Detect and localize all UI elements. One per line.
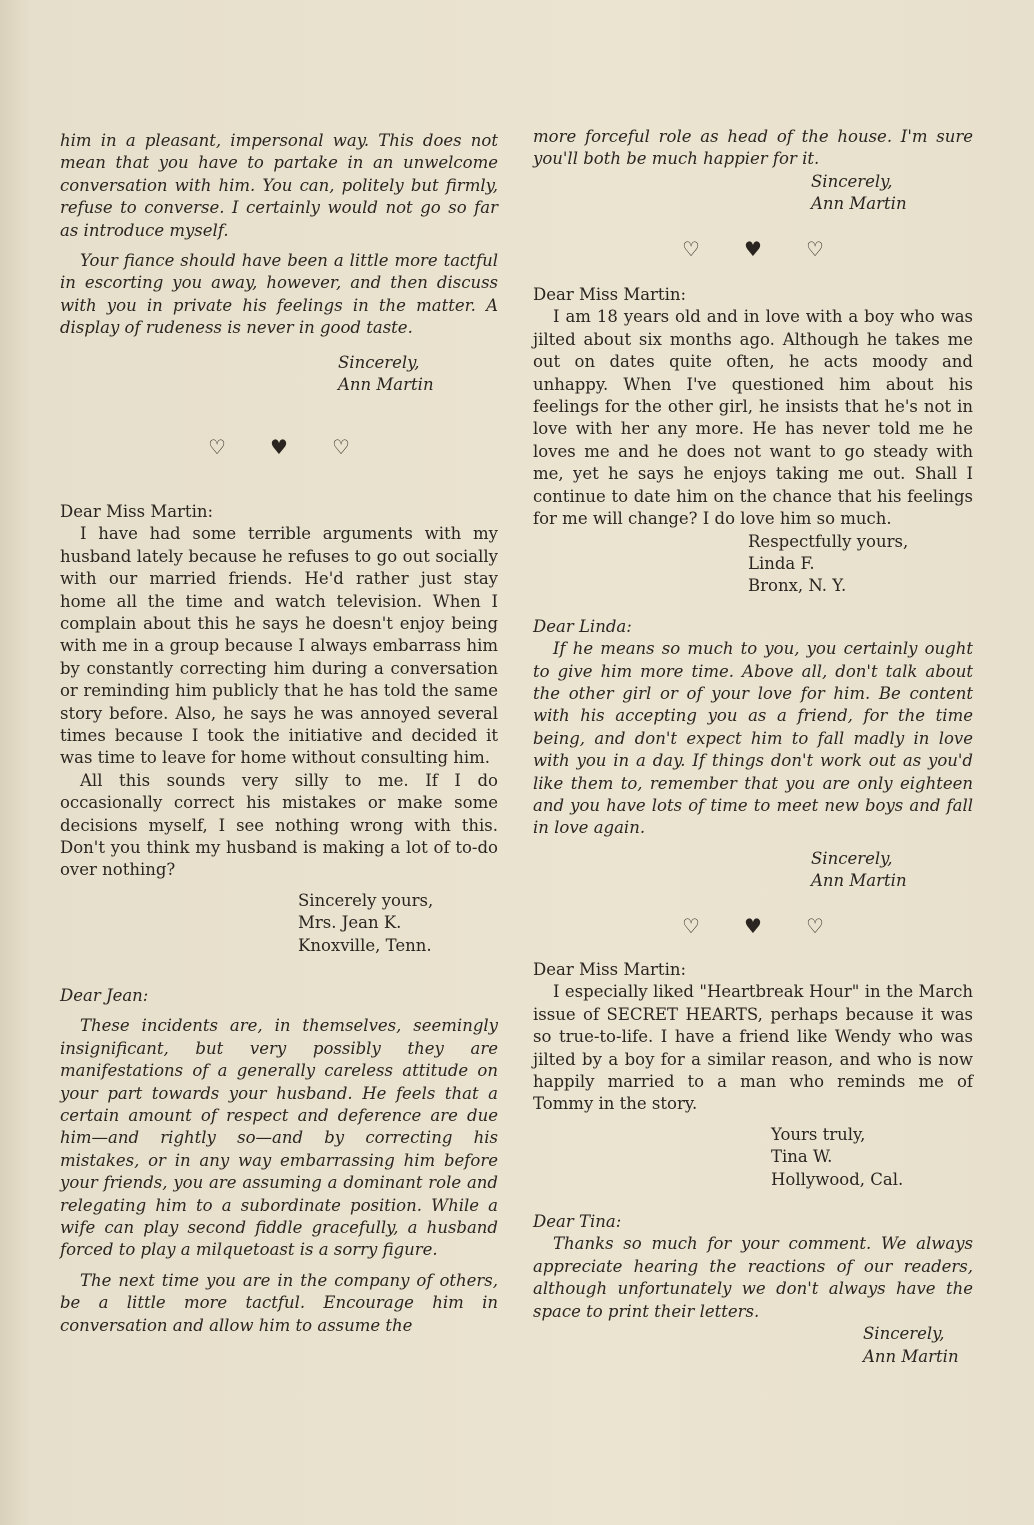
reply-signer: Ann Martin <box>863 1346 959 1366</box>
letter-author-name: Mrs. Jean K. <box>298 913 402 933</box>
reply-closing: Sincerely, <box>811 171 893 191</box>
reply-continued-paragraph: him in a pleasant, impersonal way. This does not mean that you have to partake in an unwelcome conversation with him. You can, politely but firmly, refuse to converse. I certainly would not go so far as introduce myself. <box>60 131 498 240</box>
letter-author-place: Knoxville, Tenn. <box>298 935 432 955</box>
letter-author-place: Bronx, N. Y. <box>748 576 847 596</box>
reply-salutation: Dear Jean: <box>60 986 149 1005</box>
outline-heart-icon: ♡ <box>332 435 350 460</box>
reply-closing: Sincerely, <box>338 352 420 372</box>
letter-paragraph: I am 18 years old and in love with a boy who was jilted about six months ago. Although he takes me out on dates quite often, he acts moody and unhappy. When I've questioned him about his feelings for the other girl, he insists that he's not in love with her any more. He has never told me he loves me and he does not want to go steady with me, yet he says he enjoys taking me out. Shall I continue to date him on the chance that his feelings for me will change? I do love him so much. <box>533 307 973 529</box>
right-column <box>533 126 973 1368</box>
reply-paragraph: If he means so much to you, you certainly ought to give him more time. Above all, don't talk about the other girl or of your love for him. Be content with his accepting you as a friend, for the time being, and don't expect him to fall madly in love with you in a day. If things don't work out as you'd like them to, remember that you are only eighteen and you have lots of time to meet new boys and fall in love again. <box>533 639 973 838</box>
letter-salutation: Dear Miss Martin: <box>60 501 214 521</box>
outline-heart-icon: ♡ <box>208 435 226 460</box>
reply-closing: Sincerely, <box>811 848 893 868</box>
letter-paragraph: All this sounds very silly to me. If I do occasionally correct his mistakes or make some decisions myself, I see nothing wrong with this. Don't you think my husband is making a lot of to-do over nothing? <box>60 770 498 880</box>
reply-signer: Ann Martin <box>811 194 907 214</box>
letter-author-name: Linda F. <box>748 553 815 573</box>
letter-closing: Sincerely yours, <box>298 890 434 910</box>
filled-heart-icon: ♥ <box>744 236 762 261</box>
reply-paragraph: Your fiance should have been a little more tactful in escorting you away, however, and then discuss with you in private his feelings in the matter. A display of rudeness is never in good taste. <box>60 251 498 338</box>
letter-closing: Yours truly, <box>771 1124 866 1144</box>
outline-heart-icon: ♡ <box>806 236 824 261</box>
letter-author-place: Hollywood, Cal. <box>771 1169 904 1189</box>
outline-heart-icon: ♡ <box>806 913 824 938</box>
letter-closing: Respectfully yours, <box>748 531 909 551</box>
reply-salutation: Dear Tina: <box>533 1212 622 1232</box>
letter-salutation: Dear Miss Martin: <box>533 960 687 979</box>
letter-author-name: Tina W. <box>771 1147 833 1167</box>
letter-paragraph: I especially liked "Heartbreak Hour" in the March issue of SECRET HEARTS, perhaps because it was so true-to-life. I have a friend like Wendy who was jilted by a boy for a similar reason, and who is now happily married to a man who reminds me of Tommy in the story. <box>533 982 973 1114</box>
reply-paragraph: These incidents are, in themselves, seemingly insignificant, but very possibly they are manifestations of a generally careless attitude on your part towards your husband. He feels that a certain amount of respect and deference are due him—and rightly so—and by correcting his mistakes, or in any way embarrassing him before your friends, you are assuming a dominant role and relegating him to a subordinate position. While a wife can play second fiddle gracefully, a husband forced to play a milquetoast is a sorry figure. <box>60 1016 498 1260</box>
hearts-divider <box>60 436 498 458</box>
reply-signer: Ann Martin <box>338 375 434 395</box>
outline-heart-icon: ♡ <box>682 913 700 938</box>
hearts-divider <box>533 238 973 260</box>
filled-heart-icon: ♥ <box>270 435 288 460</box>
reply-continued-paragraph: more forceful role as head of the house. I'm sure you'll both be much happier for it. <box>533 127 973 169</box>
reply-salutation: Dear Linda: <box>533 616 632 636</box>
reply-signer: Ann Martin <box>811 871 907 891</box>
hearts-divider <box>533 915 973 937</box>
reply-paragraph: Thanks so much for your comment. We always appreciate hearing the reactions of our readers, although unfortunately we don't always have the space to print their letters. <box>533 1234 973 1321</box>
letter-salutation: Dear Miss Martin: <box>533 285 687 305</box>
left-column <box>60 130 498 1337</box>
reply-paragraph: The next time you are in the company of others, be a little more tactful. Encourage him in conversation and allow him to assume the <box>60 1270 498 1335</box>
letter-paragraph: I have had some terrible arguments with my husband lately because he refuses to go out socially with our married friends. He'd rather just stay home all the time and watch television. When I complain about this he says he doesn't enjoy being with me in a group because I always embarrass him by constantly correcting him during a conversation or reminding him publicly that he has told the same story before. Also, he says he was annoyed several times because I took the initiative and decided it was time to leave for home without consulting him. <box>60 524 498 768</box>
reply-closing: Sincerely, <box>863 1324 945 1344</box>
filled-heart-icon: ♥ <box>744 913 762 938</box>
outline-heart-icon: ♡ <box>682 236 700 261</box>
